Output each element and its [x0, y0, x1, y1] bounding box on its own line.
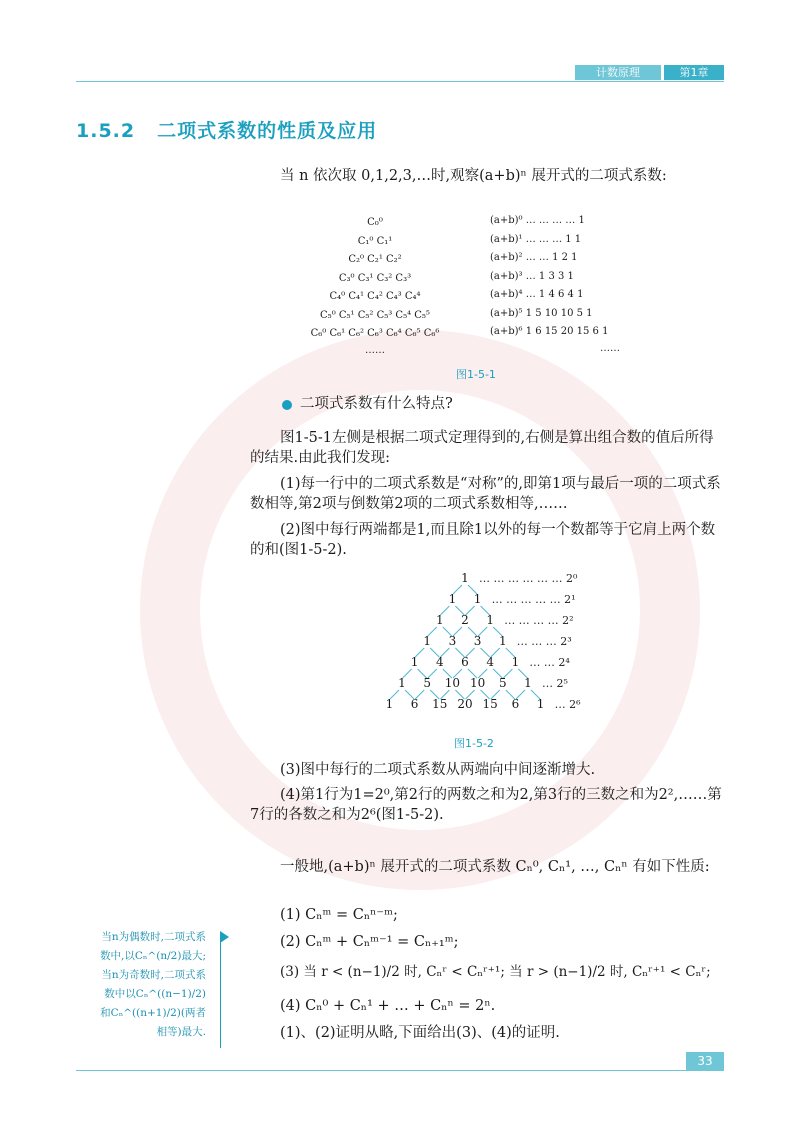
pascal-number: 3: [448, 634, 457, 648]
pascal-number: 1: [423, 634, 432, 648]
row-sum-label: … … 2⁴: [529, 656, 570, 669]
margin-bracket: [214, 936, 221, 1048]
pascal-number: 1: [385, 697, 394, 711]
row-sum-label: … 2⁵: [542, 677, 568, 690]
expansion-row: (a+b)³ … 1 3 3 1: [490, 270, 574, 282]
figure-1-label: 图1-5-1: [456, 368, 496, 381]
pascal-number: 6: [511, 697, 520, 711]
pascal-number: 1: [536, 697, 545, 711]
pointer-arrow-icon: [220, 931, 229, 943]
pascal-number: 1: [410, 655, 419, 669]
pascal-number: 10: [469, 676, 486, 690]
chapter-number-tab: 第1章: [664, 65, 724, 80]
fig2-pascal-triangle: [340, 568, 640, 728]
chapter-name-tab: 计数原理: [575, 65, 661, 80]
expansion-row: (a+b)⁴ … 1 4 6 4 1: [490, 289, 584, 300]
pascal-number: 15: [432, 697, 448, 711]
expansion-row: (a+b)² … … 1 2 1: [490, 252, 578, 263]
pascal-number: 1: [448, 592, 457, 606]
pascal-number: 6: [461, 655, 469, 669]
property-item-2: (2)图中每行两端都是1,而且除1以外的每一个数都等于它肩上两个数的和(图1-5-2).: [250, 522, 716, 558]
formula-prop-4: (4) Cₙ⁰ + Cₙ¹ + … + Cₙⁿ = 2ⁿ.: [280, 998, 496, 1014]
pascal-number: 5: [498, 676, 507, 690]
formula-prop-1: (1) Cₙᵐ = Cₙⁿ⁻ᵐ;: [280, 907, 398, 923]
formula-prop-3: (3) 当 r < (n−1)/2 时, Cₙʳ < Cₙʳ⁺¹; 当 r > (n−1)/2 时, Cₙʳ⁺¹ < Cₙʳ;: [280, 964, 711, 980]
row-sum-label: … 2⁶: [554, 698, 581, 711]
tri-row: ……: [365, 344, 385, 356]
row-sum-label: … … … … … … 2⁰: [479, 572, 578, 585]
section-number: 1.5.2: [76, 120, 136, 142]
header-rule: [76, 81, 724, 82]
pascal-number: 1: [473, 592, 482, 606]
expansion-row: (a+b)¹ … … … 1 1: [490, 233, 582, 245]
property-item-3: (3)图中每行的二项式系数从两端向中间逐渐增大.: [280, 762, 596, 778]
row-sum-label: … … … … … 2¹: [491, 593, 576, 606]
pascal-number: 2: [461, 613, 469, 627]
pascal-number: 1: [511, 655, 520, 669]
fig1-left-triangle: [270, 214, 480, 358]
paragraph-2: 一般地,(a+b)ⁿ 展开式的二项式系数 Cₙ⁰, Cₙ¹, …, Cₙⁿ 有如下性质:: [280, 859, 710, 875]
proof-note: (1)、(2)证明从略,下面给出(3)、(4)的证明.: [280, 1025, 560, 1041]
paragraph-1: 图1-5-1左侧是根据二项式定理得到的,右侧是算出组合数的值后所得的结果.由此我们发现:: [250, 430, 714, 466]
tri-row: C₃⁰ C₃¹ C₃² C₃³: [338, 272, 412, 284]
footer-rule: [76, 1070, 724, 1071]
expansion-row: (a+b)⁶ 1 6 15 20 15 6 1: [490, 326, 609, 337]
pascal-number: 6: [410, 697, 419, 711]
pascal-number: 1: [461, 571, 469, 585]
property-item-1: (1)每一行中的二项式系数是“对称”的,即第1项与最后一项的二项式系数相等,第2项与倒数第2项的二项式系数相等,……: [250, 476, 721, 512]
tri-row: C₂⁰ C₂¹ C₂²: [348, 254, 402, 265]
intro-text: 当 n 依次取 0,1,2,3,…时,观察(a+b)ⁿ 展开式的二项式系数:: [280, 168, 667, 184]
pascal-number: 5: [423, 676, 432, 690]
pascal-number: 10: [444, 676, 461, 690]
tri-row: C₁⁰ C₁¹: [357, 235, 393, 247]
section-title: [76, 116, 377, 143]
figure-2-label: 图1-5-2: [454, 737, 494, 750]
fig1-right-list: [490, 212, 720, 356]
pascal-number: 1: [486, 613, 495, 627]
tri-row: C₆⁰ C₆¹ C₆² C₆³ C₆⁴ C₆⁵ C₆⁶: [310, 328, 440, 339]
pascal-number: 20: [457, 697, 473, 711]
formula-prop-2: (2) Cₙᵐ + Cₙᵐ⁻¹ = Cₙ₊₁ᵐ;: [280, 934, 459, 950]
pascal-number: 4: [435, 655, 444, 669]
pascal-number: 1: [398, 676, 406, 690]
pascal-number: 4: [486, 655, 495, 669]
section-title-text: 二项式系数的性质及应用: [157, 120, 378, 142]
page-number: 33: [686, 1052, 724, 1070]
row-sum-label: … … … 2³: [516, 635, 572, 648]
pascal-number: 1: [498, 634, 507, 648]
pascal-number: 1: [435, 613, 444, 627]
bullet-icon: [282, 400, 292, 410]
margin-note: 当n为偶数时,二项式系数中,以Cₙ^(n/2)最大;当n为奇数时,二项式系数中以Cₙ^((n−1)/2)和Cₙ^((n+1)/2)(两者相等)最大.: [100, 931, 206, 1038]
expansion-row: (a+b)⁰ … … … … 1: [490, 215, 585, 226]
expansion-row: ……: [600, 342, 620, 354]
tri-row: C₄⁰ C₄¹ C₄² C₄³ C₄⁴: [329, 291, 421, 302]
pascal-number: 15: [482, 697, 498, 711]
question-text: 二项式系数有什么特点?: [300, 396, 453, 412]
pascal-number: 3: [473, 634, 482, 648]
tri-row: C₀⁰: [367, 217, 383, 228]
tri-row: C₅⁰ C₅¹ C₅² C₅³ C₅⁴ C₅⁵: [320, 309, 430, 321]
property-item-4: (4)第1行为1=2⁰,第2行的两数之和为2,第3行的三数之和为2²,……第7行的各数之和为2⁶(图1-5-2).: [250, 787, 722, 823]
pascal-number: 1: [524, 676, 532, 690]
expansion-row: (a+b)⁵ 1 5 10 10 5 1: [490, 307, 593, 319]
row-sum-label: … … … … 2²: [504, 614, 574, 627]
